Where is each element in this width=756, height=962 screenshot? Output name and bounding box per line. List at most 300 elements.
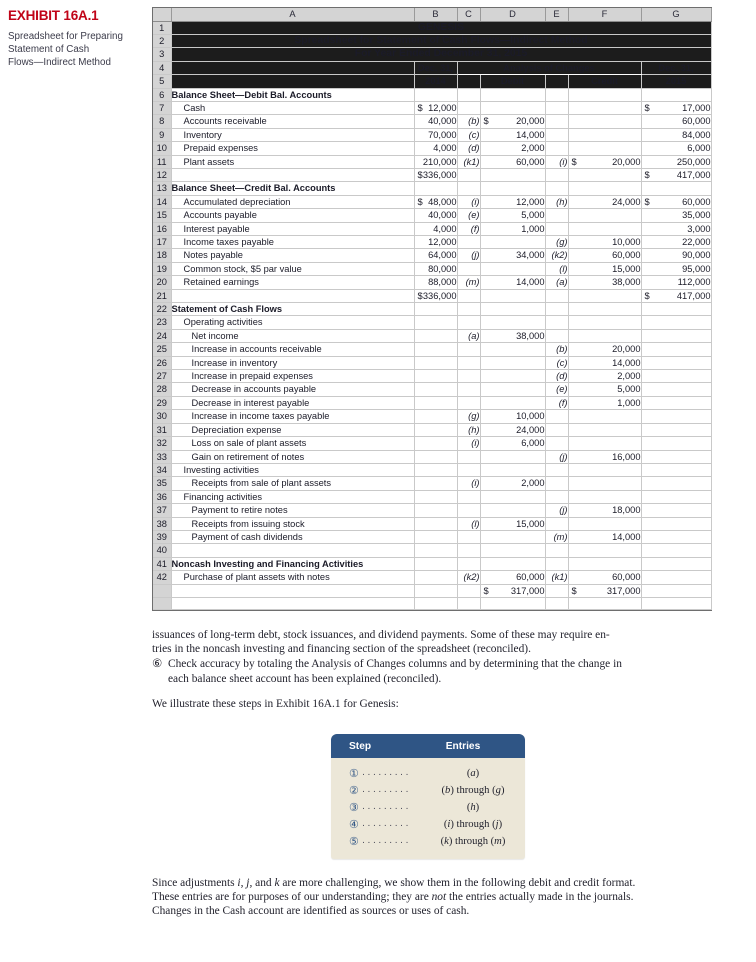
cell-e-row-18[interactable]: (k2) [545, 249, 568, 262]
cell-g-row-20[interactable]: 112,000 [641, 276, 711, 289]
row-number-31[interactable]: 31 [153, 423, 171, 436]
cell-b-row-12[interactable]: $ 336,000 [414, 168, 457, 181]
cell-e-row-25[interactable]: (b) [545, 343, 568, 356]
cell-f-row-12[interactable] [568, 168, 641, 181]
cell-f-row-7[interactable] [568, 101, 641, 114]
row-number-24[interactable]: 24 [153, 329, 171, 342]
cell-d-row-6[interactable] [480, 88, 545, 101]
cell-b-row-22[interactable] [414, 303, 457, 316]
cell-b-row-15[interactable]: 40,000 [414, 209, 457, 222]
cell-b-row-28[interactable] [414, 383, 457, 396]
row-number-19[interactable]: 19 [153, 262, 171, 275]
cell-a-row-38[interactable] [171, 597, 414, 609]
cell-f-row-25[interactable]: 20,000 [568, 343, 641, 356]
cell-a-row-19[interactable]: Common stock, $5 par value [171, 262, 414, 275]
cell-d-row-10[interactable]: 2,000 [480, 142, 545, 155]
cell-e-row-14[interactable]: (h) [545, 195, 568, 208]
cell-e-row-32[interactable] [545, 437, 568, 450]
column-header-c[interactable]: C [457, 8, 480, 21]
cell-b-row-19[interactable]: 80,000 [414, 262, 457, 275]
cell-a-row-13[interactable]: Balance Sheet—Credit Bal. Accounts [171, 182, 414, 195]
cell-d-row-13[interactable] [480, 182, 545, 195]
cell-c-row-23[interactable] [457, 316, 480, 329]
cell-d-row-38[interactable] [480, 597, 545, 609]
row-number-37[interactable]: 37 [153, 504, 171, 517]
cell-f-row-34[interactable] [568, 463, 641, 476]
cell-f-row-35[interactable] [568, 477, 641, 490]
cell-f-row-14[interactable]: 24,000 [568, 195, 641, 208]
cell-e-row-34[interactable] [545, 463, 568, 476]
row-number-23[interactable]: 23 [153, 316, 171, 329]
cell-g-row-18[interactable]: 90,000 [641, 249, 711, 262]
cell-g-row-40[interactable] [641, 544, 711, 557]
cell-g-row-17[interactable]: 22,000 [641, 236, 711, 249]
row-number-11[interactable]: 11 [153, 155, 171, 168]
cell-a-row-14[interactable]: Accumulated depreciation [171, 195, 414, 208]
cell-a-row-38[interactable]: Receipts from issuing stock [171, 517, 414, 530]
cell-b-row-37[interactable] [414, 584, 457, 597]
cell-g-row-33[interactable] [641, 450, 711, 463]
cell-d-row-11[interactable]: 60,000 [480, 155, 545, 168]
row-number-33[interactable]: 33 [153, 450, 171, 463]
cell-b-row-32[interactable] [414, 437, 457, 450]
cell-a-row-37[interactable] [171, 584, 414, 597]
cell-d-row-35[interactable]: 2,000 [480, 477, 545, 490]
cell-f-row-29[interactable]: 1,000 [568, 396, 641, 409]
cell-c-row-15[interactable]: (e) [457, 209, 480, 222]
cell-b-row-6[interactable] [414, 88, 457, 101]
row-number-40[interactable]: 40 [153, 544, 171, 557]
cell-b-row-23[interactable] [414, 316, 457, 329]
cell-c-row-17[interactable] [457, 236, 480, 249]
cell-g-row-37[interactable] [641, 584, 711, 597]
cell-f-row-37[interactable]: $ 317,000 [568, 584, 641, 597]
cell-a-row-41[interactable]: Noncash Investing and Financing Activities [171, 557, 414, 570]
row-number-16[interactable]: 16 [153, 222, 171, 235]
cell-e-row-22[interactable] [545, 303, 568, 316]
cell-b-row-11[interactable]: 210,000 [414, 155, 457, 168]
cell-c-row-37[interactable] [457, 504, 480, 517]
cell-e-row-33[interactable]: (j) [545, 450, 568, 463]
cell-f-row-23[interactable] [568, 316, 641, 329]
cell-e-row-8[interactable] [545, 115, 568, 128]
cell-a-row-18[interactable]: Notes payable [171, 249, 414, 262]
row-number-14[interactable]: 14 [153, 195, 171, 208]
cell-b-row-37[interactable] [414, 504, 457, 517]
cell-c-row-36[interactable] [457, 490, 480, 503]
row-number-9[interactable]: 9 [153, 128, 171, 141]
row-number-30[interactable]: 30 [153, 410, 171, 423]
cell-d-row-26[interactable] [480, 356, 545, 369]
cell-g-row-25[interactable] [641, 343, 711, 356]
cell-a-row-34[interactable]: Investing activities [171, 463, 414, 476]
cell-e-row-39[interactable]: (m) [545, 530, 568, 543]
cell-g-row-37[interactable] [641, 504, 711, 517]
row-number-3[interactable]: 3 [153, 48, 171, 61]
cell-a-row-26[interactable]: Increase in inventory [171, 356, 414, 369]
cell-c-row-22[interactable] [457, 303, 480, 316]
column-header-g[interactable]: G [641, 8, 711, 21]
cell-f-row-32[interactable] [568, 437, 641, 450]
cell-b-row-33[interactable] [414, 450, 457, 463]
cell-g-row-16[interactable]: 3,000 [641, 222, 711, 235]
cell-e-row-38[interactable] [545, 597, 568, 609]
cell-f-row-40[interactable] [568, 544, 641, 557]
cell-a-row-39[interactable]: Payment of cash dividends [171, 530, 414, 543]
cell-f-row-20[interactable]: 38,000 [568, 276, 641, 289]
cell-d-row-29[interactable] [480, 396, 545, 409]
cell-c-row-35[interactable]: (i) [457, 477, 480, 490]
cell-g-row-13[interactable] [641, 182, 711, 195]
cell-c-row-8[interactable]: (b) [457, 115, 480, 128]
cell-f-row-26[interactable]: 14,000 [568, 356, 641, 369]
column-header-b[interactable]: B [414, 8, 457, 21]
cell-e-row-37[interactable]: (j) [545, 504, 568, 517]
row-number-35[interactable]: 35 [153, 477, 171, 490]
cell-f-row-19[interactable]: 15,000 [568, 262, 641, 275]
cell-g-row-35[interactable] [641, 477, 711, 490]
cell-g-row-8[interactable]: 60,000 [641, 115, 711, 128]
cell-f-row-15[interactable] [568, 209, 641, 222]
cell-f-row-33[interactable]: 16,000 [568, 450, 641, 463]
cell-b-row-24[interactable] [414, 329, 457, 342]
cell-a-row-10[interactable]: Prepaid expenses [171, 142, 414, 155]
cell-d-row-38[interactable]: 15,000 [480, 517, 545, 530]
cell-g-row-30[interactable] [641, 410, 711, 423]
cell-b-row-9[interactable]: 70,000 [414, 128, 457, 141]
row-number-25[interactable]: 25 [153, 343, 171, 356]
cell-a-row-24[interactable]: Net income [171, 329, 414, 342]
cell-e-row-41[interactable] [545, 557, 568, 570]
cell-g-row-11[interactable]: 250,000 [641, 155, 711, 168]
cell-e-row-40[interactable] [545, 544, 568, 557]
cell-d-row-31[interactable]: 24,000 [480, 423, 545, 436]
cell-c-row-39[interactable] [457, 530, 480, 543]
row-number-41[interactable]: 41 [153, 557, 171, 570]
cell-d-row-42[interactable]: 60,000 [480, 571, 545, 584]
cell-a-row-42[interactable]: Purchase of plant assets with notes [171, 571, 414, 584]
cell-d-row-23[interactable] [480, 316, 545, 329]
cell-c-row-21[interactable] [457, 289, 480, 302]
row-number-28[interactable]: 28 [153, 383, 171, 396]
cell-d-row-32[interactable]: 6,000 [480, 437, 545, 450]
cell-d-row-21[interactable] [480, 289, 545, 302]
cell-f-row-16[interactable] [568, 222, 641, 235]
cell-f-row-37[interactable]: 18,000 [568, 504, 641, 517]
cell-g-row-38[interactable] [641, 597, 711, 609]
cell-a-row-16[interactable]: Interest payable [171, 222, 414, 235]
cell-g-row-14[interactable]: $ 60,000 [641, 195, 711, 208]
cell-b-row-41[interactable] [414, 557, 457, 570]
cell-f-row-42[interactable]: 60,000 [568, 571, 641, 584]
cell-g-row-28[interactable] [641, 383, 711, 396]
cell-d-row-41[interactable] [480, 557, 545, 570]
cell-e-row-15[interactable] [545, 209, 568, 222]
row-number-8[interactable]: 8 [153, 115, 171, 128]
cell-e-row-35[interactable] [545, 477, 568, 490]
cell-f-row-21[interactable] [568, 289, 641, 302]
cell-f-row-39[interactable]: 14,000 [568, 530, 641, 543]
cell-c-row-42[interactable]: (k2) [457, 571, 480, 584]
cell-g-row-31[interactable] [641, 423, 711, 436]
cell-b-row-21[interactable]: $ 336,000 [414, 289, 457, 302]
cell-b-row-14[interactable]: $ 48,000 [414, 195, 457, 208]
row-number-36[interactable]: 36 [153, 490, 171, 503]
cell-b-row-42[interactable] [414, 571, 457, 584]
cell-a-row-37[interactable]: Payment to retire notes [171, 504, 414, 517]
cell-f-row-11[interactable]: $ 20,000 [568, 155, 641, 168]
cell-a-row-25[interactable]: Increase in accounts receivable [171, 343, 414, 356]
cell-e-row-13[interactable] [545, 182, 568, 195]
cell-d-row-15[interactable]: 5,000 [480, 209, 545, 222]
cell-c-row-31[interactable]: (h) [457, 423, 480, 436]
cell-c-row-18[interactable]: (j) [457, 249, 480, 262]
cell-b-row-38[interactable] [414, 597, 457, 609]
row-number-38[interactable]: 38 [153, 517, 171, 530]
cell-c-row-26[interactable] [457, 356, 480, 369]
cell-d-row-27[interactable] [480, 370, 545, 383]
cell-f-row-9[interactable] [568, 128, 641, 141]
cell-d-row-17[interactable] [480, 236, 545, 249]
cell-c-row-14[interactable]: (i) [457, 195, 480, 208]
cell-a-row-40[interactable] [171, 544, 414, 557]
cell-c-row-40[interactable] [457, 544, 480, 557]
cell-a-row-31[interactable]: Depreciation expense [171, 423, 414, 436]
cell-d-row-40[interactable] [480, 544, 545, 557]
cell-a-row-33[interactable]: Gain on retirement of notes [171, 450, 414, 463]
cell-c-row-41[interactable] [457, 557, 480, 570]
cell-a-row-30[interactable]: Increase in income taxes payable [171, 410, 414, 423]
cell-e-row-19[interactable]: (l) [545, 262, 568, 275]
cell-c-row-7[interactable] [457, 101, 480, 114]
cell-g-row-19[interactable]: 95,000 [641, 262, 711, 275]
cell-a-row-23[interactable]: Operating activities [171, 316, 414, 329]
row-number-17[interactable]: 17 [153, 236, 171, 249]
row-number-34[interactable]: 34 [153, 463, 171, 476]
cell-d-row-22[interactable] [480, 303, 545, 316]
select-all-corner[interactable] [153, 8, 171, 21]
cell-c-row-10[interactable]: (d) [457, 142, 480, 155]
cell-a-row-15[interactable]: Accounts payable [171, 209, 414, 222]
cell-f-row-22[interactable] [568, 303, 641, 316]
cell-g-row-23[interactable] [641, 316, 711, 329]
cell-g-row-27[interactable] [641, 370, 711, 383]
cell-c-row-30[interactable]: (g) [457, 410, 480, 423]
cell-b-row-26[interactable] [414, 356, 457, 369]
cell-a-row-8[interactable]: Accounts receivable [171, 115, 414, 128]
cell-b-row-34[interactable] [414, 463, 457, 476]
cell-a-row-29[interactable]: Decrease in interest payable [171, 396, 414, 409]
cell-a-row-17[interactable]: Income taxes payable [171, 236, 414, 249]
cell-g-row-24[interactable] [641, 329, 711, 342]
column-header-e[interactable]: E [545, 8, 568, 21]
cell-d-row-33[interactable] [480, 450, 545, 463]
row-number-27[interactable]: 27 [153, 370, 171, 383]
cell-e-row-7[interactable] [545, 101, 568, 114]
cell-d-row-12[interactable] [480, 168, 545, 181]
cell-c-row-24[interactable]: (a) [457, 329, 480, 342]
cell-b-row-40[interactable] [414, 544, 457, 557]
cell-f-row-24[interactable] [568, 329, 641, 342]
cell-c-row-12[interactable] [457, 168, 480, 181]
cell-f-row-36[interactable] [568, 490, 641, 503]
column-header-a[interactable]: A [171, 8, 414, 21]
cell-d-row-20[interactable]: 14,000 [480, 276, 545, 289]
cell-a-row-28[interactable]: Decrease in accounts payable [171, 383, 414, 396]
cell-a-row-9[interactable]: Inventory [171, 128, 414, 141]
cell-d-row-16[interactable]: 1,000 [480, 222, 545, 235]
cell-b-row-31[interactable] [414, 423, 457, 436]
cell-f-row-28[interactable]: 5,000 [568, 383, 641, 396]
cell-e-row-42[interactable]: (k1) [545, 571, 568, 584]
cell-d-row-18[interactable]: 34,000 [480, 249, 545, 262]
cell-a-row-21[interactable] [171, 289, 414, 302]
cell-b-row-35[interactable] [414, 477, 457, 490]
cell-d-row-28[interactable] [480, 383, 545, 396]
row-number-26[interactable]: 26 [153, 356, 171, 369]
cell-a-row-22[interactable]: Statement of Cash Flows [171, 303, 414, 316]
row-number-7[interactable]: 7 [153, 101, 171, 114]
row-number-21[interactable]: 21 [153, 289, 171, 302]
cell-a-row-35[interactable]: Receipts from sale of plant assets [171, 477, 414, 490]
cell-d-row-8[interactable]: $ 20,000 [480, 115, 545, 128]
cell-e-row-11[interactable]: (i) [545, 155, 568, 168]
cell-g-row-36[interactable] [641, 490, 711, 503]
cell-b-row-25[interactable] [414, 343, 457, 356]
cell-e-row-30[interactable] [545, 410, 568, 423]
cell-e-row-23[interactable] [545, 316, 568, 329]
cell-c-row-32[interactable]: (i) [457, 437, 480, 450]
cell-c-row-11[interactable]: (k1) [457, 155, 480, 168]
cell-a-row-32[interactable]: Loss on sale of plant assets [171, 437, 414, 450]
cell-g-row-32[interactable] [641, 437, 711, 450]
cell-g-row-29[interactable] [641, 396, 711, 409]
cell-e-row-20[interactable]: (a) [545, 276, 568, 289]
cell-b-row-10[interactable]: 4,000 [414, 142, 457, 155]
cell-e-row-36[interactable] [545, 490, 568, 503]
cell-e-row-24[interactable] [545, 329, 568, 342]
cell-a-row-11[interactable]: Plant assets [171, 155, 414, 168]
row-number-32[interactable]: 32 [153, 437, 171, 450]
cell-a-row-12[interactable] [171, 168, 414, 181]
cell-d-row-24[interactable]: 38,000 [480, 329, 545, 342]
cell-g-row-38[interactable] [641, 517, 711, 530]
cell-d-row-36[interactable] [480, 490, 545, 503]
cell-d-row-37[interactable]: $ 317,000 [480, 584, 545, 597]
cell-c-row-9[interactable]: (c) [457, 128, 480, 141]
cell-a-row-20[interactable]: Retained earnings [171, 276, 414, 289]
cell-e-row-26[interactable]: (c) [545, 356, 568, 369]
cell-c-row-28[interactable] [457, 383, 480, 396]
row-number-4[interactable]: 4 [153, 61, 171, 74]
row-number-42[interactable]: 42 [153, 571, 171, 584]
cell-f-row-13[interactable] [568, 182, 641, 195]
cell-g-row-21[interactable]: $ 417,000 [641, 289, 711, 302]
cell-b-row-8[interactable]: 40,000 [414, 115, 457, 128]
row-number-20[interactable]: 20 [153, 276, 171, 289]
cell-f-row-6[interactable] [568, 88, 641, 101]
cell-g-row-12[interactable]: $ 417,000 [641, 168, 711, 181]
cell-d-row-30[interactable]: 10,000 [480, 410, 545, 423]
cell-e-row-28[interactable]: (e) [545, 383, 568, 396]
cell-b-row-30[interactable] [414, 410, 457, 423]
cell-b-row-29[interactable] [414, 396, 457, 409]
cell-f-row-10[interactable] [568, 142, 641, 155]
row-number-2[interactable]: 2 [153, 34, 171, 47]
cell-e-row-16[interactable] [545, 222, 568, 235]
cell-f-row-8[interactable] [568, 115, 641, 128]
cell-d-row-7[interactable] [480, 101, 545, 114]
cell-g-row-10[interactable]: 6,000 [641, 142, 711, 155]
row-number-10[interactable]: 10 [153, 142, 171, 155]
row-number-39[interactable]: 39 [153, 530, 171, 543]
cell-a-row-7[interactable]: Cash [171, 101, 414, 114]
cell-e-row-38[interactable] [545, 517, 568, 530]
row-number-blank-38[interactable] [153, 597, 171, 609]
cell-g-row-39[interactable] [641, 530, 711, 543]
cell-a-row-27[interactable]: Increase in prepaid expenses [171, 370, 414, 383]
cell-b-row-36[interactable] [414, 490, 457, 503]
cell-e-row-31[interactable] [545, 423, 568, 436]
cell-c-row-29[interactable] [457, 396, 480, 409]
cell-b-row-27[interactable] [414, 370, 457, 383]
cell-d-row-14[interactable]: 12,000 [480, 195, 545, 208]
column-header-d[interactable]: D [480, 8, 545, 21]
cell-e-row-17[interactable]: (g) [545, 236, 568, 249]
cell-e-row-9[interactable] [545, 128, 568, 141]
cell-b-row-18[interactable]: 64,000 [414, 249, 457, 262]
cell-g-row-9[interactable]: 84,000 [641, 128, 711, 141]
cell-b-row-20[interactable]: 88,000 [414, 276, 457, 289]
cell-e-row-29[interactable]: (f) [545, 396, 568, 409]
cell-f-row-38[interactable] [568, 517, 641, 530]
cell-e-row-21[interactable] [545, 289, 568, 302]
cell-f-row-38[interactable] [568, 597, 641, 609]
cell-d-row-37[interactable] [480, 504, 545, 517]
cell-a-row-6[interactable]: Balance Sheet—Debit Bal. Accounts [171, 88, 414, 101]
row-number-18[interactable]: 18 [153, 249, 171, 262]
cell-c-row-6[interactable] [457, 88, 480, 101]
row-number-13[interactable]: 13 [153, 182, 171, 195]
cell-e-row-37[interactable] [545, 584, 568, 597]
cell-b-row-38[interactable] [414, 517, 457, 530]
cell-c-row-37[interactable] [457, 584, 480, 597]
cell-f-row-27[interactable]: 2,000 [568, 370, 641, 383]
cell-g-row-34[interactable] [641, 463, 711, 476]
cell-c-row-25[interactable] [457, 343, 480, 356]
cell-c-row-20[interactable]: (m) [457, 276, 480, 289]
cell-g-row-6[interactable] [641, 88, 711, 101]
row-number-15[interactable]: 15 [153, 209, 171, 222]
cell-c-row-34[interactable] [457, 463, 480, 476]
cell-d-row-19[interactable] [480, 262, 545, 275]
row-number-5[interactable]: 5 [153, 75, 171, 88]
cell-g-row-42[interactable] [641, 571, 711, 584]
cell-e-row-10[interactable] [545, 142, 568, 155]
cell-b-row-17[interactable]: 12,000 [414, 236, 457, 249]
row-number-blank-37[interactable] [153, 584, 171, 597]
cell-e-row-6[interactable] [545, 88, 568, 101]
cell-g-row-22[interactable] [641, 303, 711, 316]
cell-c-row-13[interactable] [457, 182, 480, 195]
cell-g-row-15[interactable]: 35,000 [641, 209, 711, 222]
cell-b-row-16[interactable]: 4,000 [414, 222, 457, 235]
cell-f-row-41[interactable] [568, 557, 641, 570]
cell-f-row-17[interactable]: 10,000 [568, 236, 641, 249]
cell-c-row-38[interactable]: (l) [457, 517, 480, 530]
column-header-f[interactable]: F [568, 8, 641, 21]
cell-c-row-33[interactable] [457, 450, 480, 463]
